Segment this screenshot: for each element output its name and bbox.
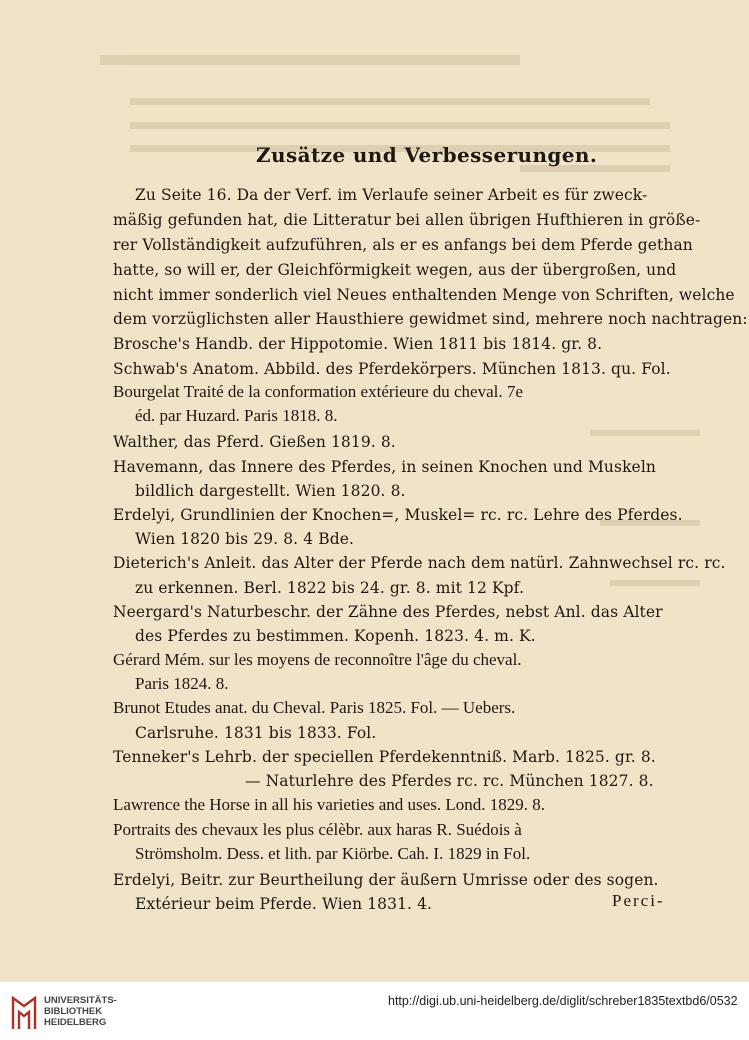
text-line: Havemann, das Innere des Pferdes, in seinen Knochen und Muskeln [113,458,656,476]
text-line: zu erkennen. Berl. 1822 bis 24. gr. 8. mit 12 Kpf. [135,579,524,597]
page-heading: Zusätze und Verbesserungen. [256,143,598,167]
text-line: Brosche's Handb. der Hippotomie. Wien 1811 bis 1814. gr. 8. [113,335,603,353]
text-line: Gérard Mém. sur les moyens de reconnoître l'âge du cheval. [113,650,522,669]
text-line: Paris 1824. 8. [135,674,229,693]
text-line: — Naturlehre des Pferdes rc. rc. München 1827. 8. [245,772,654,790]
text-line: mäßig gefunden hat, die Litteratur bei allen übrigen Hufthieren in größe- [113,211,701,229]
text-line: Brunot Etudes anat. du Cheval. Paris 1825. Fol. — Uebers. [113,698,516,717]
library-name-line: HEIDELBERG [44,1017,107,1028]
text-line: Bourgelat Traité de la conformation extérieure du cheval. 7e [113,382,523,401]
library-name [44,995,117,1028]
text-line: Erdelyi, Beitr. zur Beurtheilung der äußern Umrisse oder des sogen. [113,871,659,889]
library-name-line: UNIVERSITÄTS- [44,995,117,1006]
text-line: Walther, das Pferd. Gießen 1819. 8. [113,433,396,451]
text-line: Lawrence the Horse in all his varieties and uses. Lond. 1829. 8. [113,795,545,814]
text-line: Schwab's Anatom. Abbild. des Pferdekörpers. München 1813. qu. Fol. [113,360,671,378]
text-line: bildlich dargestellt. Wien 1820. 8. [135,482,406,500]
text-line: Carlsruhe. 1831 bis 1833. Fol. [135,724,377,742]
text-line: Tenneker's Lehrb. der speciellen Pferdekenntniß. Marb. 1825. gr. 8. [113,748,656,766]
text-line: hatte, so will er, der Gleichförmigkeit wegen, aus der übergroßen, und [113,261,677,279]
text-line: Dieterich's Anleit. das Alter der Pferde nach dem natürl. Zahnwechsel rc. rc. [113,554,726,572]
catchword: Perci- [612,891,665,910]
text-line: des Pferdes zu bestimmen. Kopenh. 1823. 4. m. K. [135,627,536,645]
text-line: Erdelyi, Grundlinien der Knochen=, Muskel= rc. rc. Lehre des Pferdes. [113,506,683,524]
text-line: Neergard's Naturbeschr. der Zähne des Pferdes, nebst Anl. das Alter [113,603,663,621]
source-url-link[interactable]: http://digi.ub.uni-heidelberg.de/diglit/schreber1835textbd6/0532 [388,994,738,1008]
text-line: Strömsholm. Dess. et lith. par Kiörbe. Cah. I. 1829 in Fol. [135,844,531,863]
text-line: Wien 1820 bis 29. 8. 4 Bde. [135,530,355,548]
text-line: Zu Seite 16. Da der Verf. im Verlaufe seiner Arbeit es für zweck- [135,186,648,204]
text-line: dem vorzüglichsten aller Hausthiere gewidmet sind, mehrere noch nachtragen: [113,310,748,328]
library-name-line: BIBLIOTHEK [44,1006,103,1017]
text-line: nicht immer sonderlich viel Neues enthaltenden Menge von Schriften, welche [113,286,735,304]
text-line: éd. par Huzard. Paris 1818. 8. [135,406,338,425]
text-line: Extérieur beim Pferde. Wien 1831. 4. [135,895,433,913]
text-line: Portraits des chevaux les plus célèbr. aux haras R. Suédois à [113,820,522,839]
university-library-logo-icon [10,992,38,1032]
text-line: rer Vollständigkeit aufzuführen, als er es anfangs bei dem Pferde gethan [113,236,693,254]
